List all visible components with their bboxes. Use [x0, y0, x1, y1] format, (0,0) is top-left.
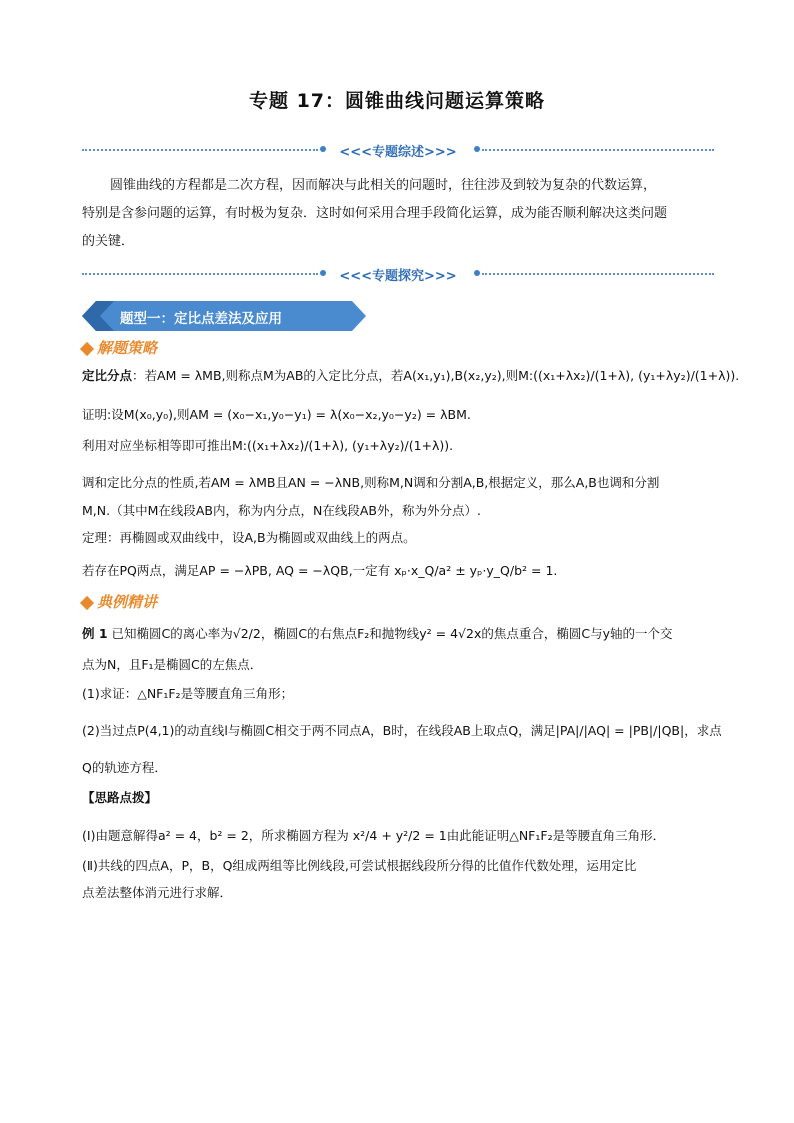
strategy-line: 定理：再椭圆或双曲线中，设A,B为椭圆或双曲线上的两点。	[82, 530, 416, 545]
overview-paragraph-line: 的关键．	[82, 234, 135, 249]
example-heading	[82, 591, 157, 612]
hint-heading: 【思路点拨】	[82, 790, 158, 805]
section-separator-explore	[82, 265, 714, 283]
diamond-icon	[80, 341, 94, 355]
topic-banner-label: 题型一：定比点差法及应用	[120, 311, 282, 327]
divider	[482, 273, 714, 275]
example-text: 已知椭圆C的离心率为√2/2，椭圆C的右焦点F₂和抛物线y² = 4√2x的焦点重合，椭圆C与y轴的一个交	[107, 626, 673, 641]
hint-line: (Ⅱ)共线的四点A，P，B，Q组成两组等比例线段,可尝试根据线段所分得的比值作代数处理，运用定比	[82, 858, 637, 873]
section-separator-overview	[82, 141, 714, 159]
bullet-dot-icon	[474, 270, 480, 276]
strategy-heading	[82, 337, 157, 358]
strategy-line: 调和定比分点的性质,若AM = λMB且AN = −λNB,则称M,N调和分割A,B,根据定义，那么A,B也调和分割	[82, 475, 660, 490]
overview-paragraph-line: 圆锥曲线的方程都是二次方程，因而解决与此相关的问题时，往往涉及到较为复杂的代数运算，	[110, 178, 657, 193]
example-line	[82, 624, 722, 644]
strategy-line: 利用对应坐标相等即可推出M:((x₁+λx₂)/(1+λ), (y₁+λy₂)/(1+λ)).	[82, 438, 454, 453]
example-line: (2)当过点P(4,1)的动直线l与椭圆C相交于两不同点A，B时，在线段AB上取点Q，满足|PA|/|AQ| = |PB|/|QB|，求点	[82, 723, 722, 738]
strategy-line	[82, 366, 740, 386]
hint-line: 点差法整体消元进行求解．	[82, 885, 233, 900]
strategy-heading-text: 解题策略	[97, 339, 158, 357]
example-line: Q的轨迹方程．	[82, 760, 167, 775]
strategy-line: 若存在PQ两点，满足AP = −λPB, AQ = −λQB,一定有 xₚ·x_Q/a² ± yₚ·y_Q/b² = 1.	[82, 563, 558, 578]
section-label-overview: <<<专题综述>>>	[339, 145, 457, 160]
page-title: 专题 17：圆锥曲线问题运算策略	[248, 90, 546, 112]
section-label-explore: <<<专题探究>>>	[339, 269, 457, 284]
hint-line: (Ⅰ)由题意解得a² = 4，b² = 2，所求椭圆方程为 x²/4 + y²/2 = 1由此能证明△NF₁F₂是等腰直角三角形．	[82, 828, 666, 843]
overview-paragraph-line: 特别是含参问题的运算，有时极为复杂．这时如何采用合理手段简化运算，成为能否顺利解决这类问题	[82, 206, 668, 221]
strategy-term: 定比分点	[82, 368, 133, 383]
divider	[482, 149, 714, 151]
topic-banner	[82, 301, 366, 331]
diamond-icon	[80, 595, 94, 609]
example-number: 例 1	[82, 626, 108, 641]
strategy-text: ：若AM = λMB,则称点M为AB的入定比分点，若A(x₁,y₁),B(x₂,y₂),则M:((x₁+λx₂)/(1+λ), (y₁+λy₂)/(1+λ)).	[132, 368, 740, 383]
example-heading-text: 典例精讲	[97, 593, 158, 611]
strategy-line: M,N.（其中M在线段AB内，称为内分点，N在线段AB外，称为外分点）.	[82, 503, 481, 518]
bullet-dot-icon	[474, 146, 480, 152]
example-line: (1)求证：△NF₁F₂是等腰直角三角形；	[82, 686, 294, 701]
example-line: 点为N，且F₁是椭圆C的左焦点．	[82, 657, 263, 672]
strategy-line: 证明:设M(x₀,y₀),则AM = (x₀−x₁,y₀−y₁) = λ(x₀−x₂,y₀−y₂) = λBM.	[82, 407, 471, 422]
